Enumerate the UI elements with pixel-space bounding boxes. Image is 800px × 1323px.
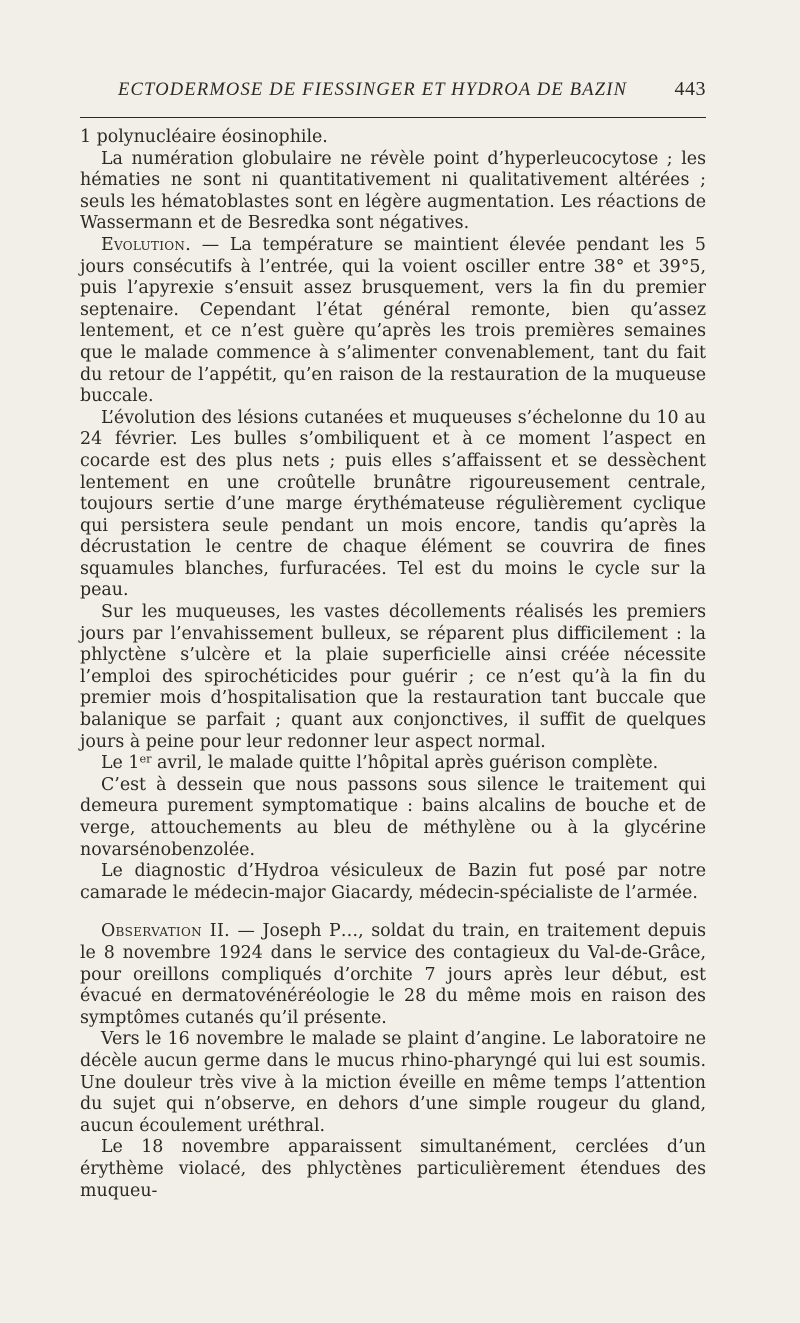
- body-text: [80, 127, 706, 1202]
- page-number: 443: [674, 78, 706, 100]
- paragraph-6: [80, 753, 706, 775]
- paragraph-4: [80, 408, 706, 602]
- paragraph-text: Sur les muqueuses, les vastes décollements réalisés les premiers jours par l’envahissement bulleux, se réparent plus difficilement : la phlyctène s’ulcère et la plaie superficielle ainsi créée nécessite l’emploi des spirochéticides pour guérir ; ce n’est qu’à la fin du premier mois d’hospitalisation que la restauration tant buccale que balanique se parfait ; quant aux conjonctives, il suffit de quelques jours à peine pour leur redonner leur aspect normal.: [80, 602, 706, 752]
- paragraph-10: [80, 1029, 706, 1137]
- section-lead-evolution: Evolution.: [101, 234, 192, 255]
- paragraph-text: 1 polynucléaire éosinophile.: [80, 127, 328, 147]
- running-title: ECTODERMOSE DE FIESSINGER ET HYDROA DE BAZIN: [118, 80, 628, 100]
- paragraph-text: Vers le 16 novembre le malade se plaint d’angine. Le laboratoire ne décèle aucun germe dans le mucus rhino-pharyngé qui lui est soumis. Une douleur très vive à la miction éveille en même temps l’attention du sujet qui n’observe, en dehors d’une simple rougeur du gland, aucun écoulement uréthral.: [80, 1029, 706, 1136]
- paragraph-text-start: Le 1: [101, 753, 140, 774]
- paragraph-text: L’évolution des lésions cutanées et muqueuses s’échelonne du 10 au 24 février. Les bulles s’ombiliquent et à ce moment l’aspect en cocarde est des plus nets ; puis elles s’affaissent et se dessèchent lentement en une croûtelle brunâtre rigoureusement centrale, toujours sertie d’une marge érythémateuse régulièrement cyclique qui persistera seule pendant un mois encore, tandis qu’après la décrustation le centre de chaque élément se couvrira de fines squamules blanches, furfuracées. Tel est du moins le cycle sur la peau.: [80, 407, 706, 601]
- paragraph-7: [80, 775, 706, 861]
- paragraph-text: — Joseph P…, soldat du train, en traitement depuis le 8 novembre 1924 dans le service des contagieux du Val-de-Grâce, pour oreillons compliqués d’orchite 7 jours après leur début, est évacué en dermatovénéréologie le 28 du même mois en raison des symptômes cutanés qu’il présente.: [80, 921, 707, 1028]
- paragraph-observation-2: [80, 921, 706, 1029]
- paragraph-8: [80, 861, 706, 904]
- paragraph-evolution: [80, 235, 706, 408]
- paragraph-1: [80, 127, 706, 149]
- section-lead-observation: Observation II.: [101, 921, 230, 942]
- paragraph-text: — La température se maintient élevée pendant les 5 jours consécutifs à l’entrée, qui la voient osciller entre 38° et 39°5, puis l’apyrexie s’ensuit assez brusquement, vers la fin du premier septenaire. Cependant l’état général remonte, bien qu’assez lentement, et ce n’est guère qu’après les trois premières semaines que le malade commence à s’alimenter convenablement, tant du fait du retour de l’appétit, qu’en raison de la restauration de la muqueuse buccale.: [80, 234, 706, 407]
- paragraph-2: [80, 149, 706, 235]
- paragraph-text: La numération globulaire ne révèle point d’hyperleucocytose ; les hématies ne sont ni quantitativement ni qualitativement altérées ; seuls les hématoblastes sont en légère augmentation. Les réactions de Wassermann et de Besredka sont négatives.: [80, 148, 706, 234]
- paragraph-11: [80, 1137, 706, 1202]
- paragraph-text: C’est à dessein que nous passons sous silence le traitement qui demeura purement symptomatique : bains alcalins de bouche et de verge, attouchements au bleu de méthylène ou à la glycérine novarsénobenzolée.: [80, 774, 706, 860]
- header-rule: [80, 117, 706, 118]
- running-head: [80, 74, 706, 110]
- paragraph-5: [80, 602, 706, 753]
- ordinal-superscript: er: [139, 752, 152, 766]
- paragraph-text: avril, le malade quitte l’hôpital après guérison complète.: [151, 753, 659, 774]
- paragraph-text: Le diagnostic d’Hydroa vésiculeux de Bazin fut posé par notre camarade le médecin-major Giacardy, médecin-spécialiste de l’armée.: [80, 861, 706, 903]
- paragraph-text: Le 18 novembre apparaissent simultanément, cerclées d’un érythème violacé, des phlyctènes particulièrement étendues des muqueu-: [80, 1137, 706, 1201]
